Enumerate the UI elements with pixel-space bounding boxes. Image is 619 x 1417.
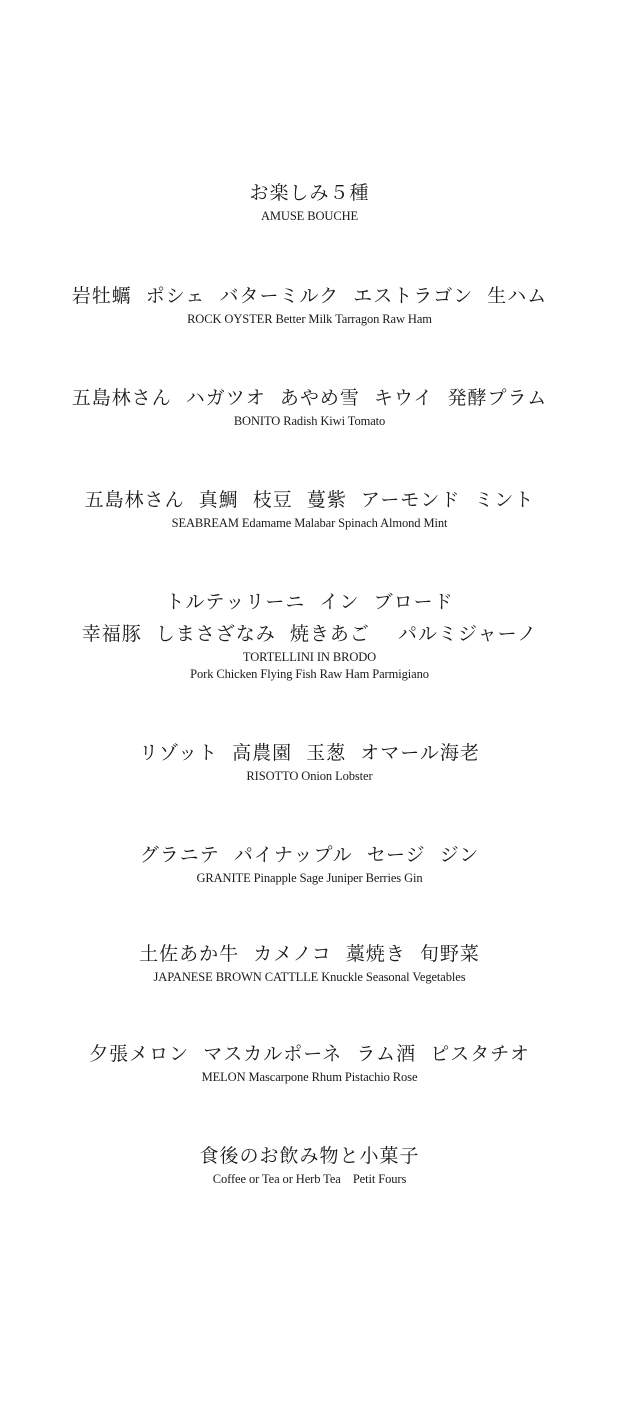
course-subtitle-en: Pork Chicken Flying Fish Raw Ham Parmigiano bbox=[190, 667, 429, 681]
course-petit-fours bbox=[0, 1145, 619, 1188]
course-bonito bbox=[0, 387, 619, 430]
course-granite bbox=[0, 844, 619, 887]
course-title-en: ROCK OYSTER Better Milk Tarragon Raw Ham bbox=[187, 312, 432, 326]
course-tortellini bbox=[0, 591, 619, 683]
course-title-ja: トルテッリーニ イン ブロード bbox=[165, 591, 454, 613]
course-title-en: GRANITE Pinapple Sage Juniper Berries Gin bbox=[196, 871, 423, 885]
course-title-ja: 五島林さん 真鯛 枝豆 蔓紫 アーモンド ミント bbox=[84, 489, 535, 511]
course-title-en: JAPANESE BROWN CATTLLE Knuckle Seasonal Vegetables bbox=[153, 970, 466, 984]
course-title-ja: 岩牡蠣 ポシェ バターミルク エストラゴン 生ハム bbox=[71, 285, 548, 307]
course-risotto bbox=[0, 742, 619, 785]
course-title-ja: リゾット 高農園 玉葱 オマール海老 bbox=[139, 742, 480, 764]
course-japanese-brown-cattle bbox=[0, 943, 619, 986]
course-title-en: RISOTTO Onion Lobster bbox=[246, 769, 373, 783]
course-subtitle-ja: 幸福豚 しまさざなみ 焼きあご パルミジャーノ bbox=[81, 623, 538, 645]
course-seabream bbox=[0, 489, 619, 532]
course-title-ja: グラニテ パイナップル セージ ジン bbox=[139, 844, 480, 866]
course-title-ja: 食後のお飲み物と小菓子 bbox=[199, 1145, 420, 1167]
course-title-en: BONITO Radish Kiwi Tomato bbox=[233, 414, 386, 428]
course-melon bbox=[0, 1043, 619, 1086]
course-title-en: TORTELLINI IN BRODO bbox=[242, 650, 377, 664]
course-title-ja: お楽しみ５種 bbox=[249, 182, 370, 204]
course-title-en: MELON Mascarpone Rhum Pistachio Rose bbox=[201, 1070, 418, 1084]
course-rock-oyster bbox=[0, 285, 619, 328]
course-title-ja: 五島林さん ハガツオ あやめ雪 キウイ 発酵プラム bbox=[71, 387, 548, 409]
course-title-en: SEABREAM Edamame Malabar Spinach Almond Mint bbox=[171, 516, 448, 530]
course-title-ja: 夕張メロン マスカルポーネ ラム酒 ピスタチオ bbox=[89, 1043, 530, 1065]
course-title-en: AMUSE BOUCHE bbox=[260, 209, 359, 223]
course-title-ja: 土佐あか牛 カメノコ 藁焼き 旬野菜 bbox=[139, 943, 480, 965]
course-amuse-bouche bbox=[0, 182, 619, 225]
course-title-en: Coffee or Tea or Herb Tea Petit Fours bbox=[212, 1172, 407, 1186]
